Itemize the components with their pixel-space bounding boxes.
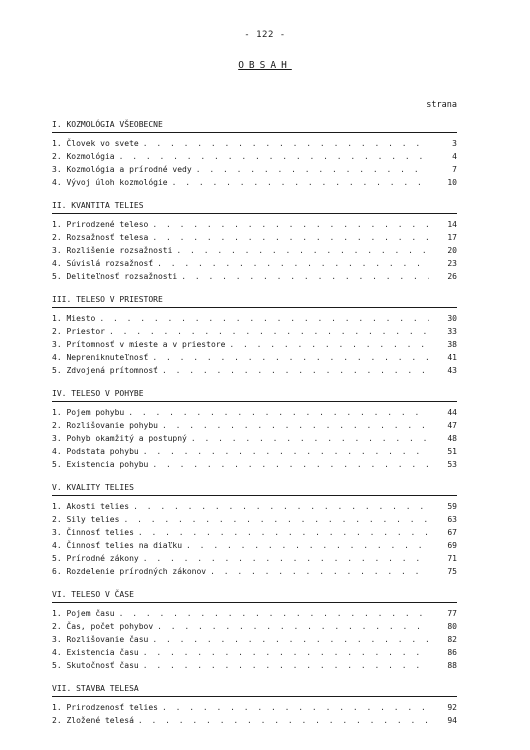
section-title-text: I. KOZMOLÓGIA VŠEOBECNE <box>52 120 163 129</box>
toc-entry <box>52 257 457 270</box>
entry-page-number: 23 <box>447 259 457 268</box>
entry-label: 2. Priestor <box>52 327 105 336</box>
dot-leader <box>143 659 429 672</box>
section-divider <box>52 401 457 402</box>
section-divider <box>52 307 457 308</box>
section-title-text: III. TELESO V PRIESTORE <box>52 295 163 304</box>
entry-label: 5. Existencia pohybu <box>52 460 149 469</box>
entry-page-number: 30 <box>447 314 457 323</box>
toc-section <box>52 292 457 386</box>
dot-leader <box>172 176 429 189</box>
entry-label: 4. Vývoj úloh kozmológie <box>52 178 168 187</box>
section-spacer <box>52 189 457 198</box>
entry-page-number: 82 <box>447 635 457 644</box>
entry-page-number: 86 <box>447 648 457 657</box>
section-spacer <box>52 727 457 736</box>
dot-leader <box>157 257 429 270</box>
section-divider <box>52 132 457 133</box>
entry-label: 3. Rozlišenie rozsažnosti <box>52 246 173 255</box>
entry-page-number: 88 <box>447 661 457 670</box>
entry-page-number: 17 <box>447 233 457 242</box>
entry-page-number: 77 <box>447 609 457 618</box>
entry-label: 4. Podstata pohybu <box>52 447 139 456</box>
dot-leader <box>123 513 429 526</box>
entry-page-number: 7 <box>452 165 457 174</box>
toc-entry <box>52 539 457 552</box>
toc-entry <box>52 714 457 727</box>
entry-page-number: 10 <box>447 178 457 187</box>
section-title-text: V. KVALITY TELIES <box>52 483 134 492</box>
entry-label: 1. Človek vo svete <box>52 139 139 148</box>
toc-section <box>52 117 457 198</box>
toc-entry <box>52 312 457 325</box>
toc-entry <box>52 244 457 257</box>
toc-entry <box>52 231 457 244</box>
dot-leader <box>176 244 429 257</box>
entry-page-number: 71 <box>447 554 457 563</box>
toc-entry <box>52 432 457 445</box>
page-number: - 122 - <box>244 30 286 40</box>
entry-label: 1. Akosti telies <box>52 502 130 511</box>
entry-label: 3. Prítomnosť v mieste a v priestore <box>52 340 226 349</box>
entry-page-number: 26 <box>447 272 457 281</box>
section-title <box>52 386 457 401</box>
toc-entry <box>52 701 457 714</box>
toc-entry <box>52 270 457 283</box>
entry-page-number: 59 <box>447 502 457 511</box>
dot-leader <box>152 633 429 646</box>
dot-leader <box>119 607 429 620</box>
entry-label: 2. Zložené telesá <box>52 716 134 725</box>
entry-label: 5. Zdvojená prítomnosť <box>52 366 158 375</box>
entry-label: 2. Rozlišovanie pohybu <box>52 421 158 430</box>
entry-page-number: 3 <box>452 139 457 148</box>
section-spacer <box>52 471 457 480</box>
section-title <box>52 292 457 307</box>
entry-page-number: 14 <box>447 220 457 229</box>
dot-leader <box>128 406 429 419</box>
table-of-contents <box>52 117 457 736</box>
section-title <box>52 681 457 696</box>
dot-leader <box>210 565 429 578</box>
entry-label: 1. Pojem pohybu <box>52 408 125 417</box>
toc-entry <box>52 445 457 458</box>
toc-section <box>52 198 457 292</box>
page-column-label: strana <box>426 100 457 110</box>
entry-label: 2. Sily telies <box>52 515 120 524</box>
dot-leader <box>152 458 429 471</box>
toc-section <box>52 386 457 480</box>
section-title-text: IV. TELESO V POHYBE <box>52 389 144 398</box>
entry-label: 3. Kozmológia a prírodné vedy <box>52 165 192 174</box>
dot-leader <box>162 364 429 377</box>
section-divider <box>52 495 457 496</box>
dot-leader <box>99 312 429 325</box>
entry-page-number: 92 <box>447 703 457 712</box>
section-spacer <box>52 578 457 587</box>
toc-entry <box>52 526 457 539</box>
dot-leader <box>152 231 429 244</box>
toc-entry <box>52 552 457 565</box>
section-title <box>52 117 457 132</box>
entry-label: 1. Miesto <box>52 314 96 323</box>
entry-label: 2. Rozsažnosť telesa <box>52 233 149 242</box>
entry-label: 5. Skutočnosť času <box>52 661 139 670</box>
toc-entry <box>52 325 457 338</box>
toc-entry <box>52 565 457 578</box>
entry-label: 1. Pojem času <box>52 609 115 618</box>
dot-leader <box>162 701 429 714</box>
toc-entry <box>52 176 457 189</box>
dot-leader <box>143 445 429 458</box>
entry-page-number: 69 <box>447 541 457 550</box>
entry-label: 4. Nepreniknuteľnosť <box>52 353 149 362</box>
toc-entry <box>52 620 457 633</box>
entry-label: 4. Existencia času <box>52 648 139 657</box>
toc-entry <box>52 513 457 526</box>
toc-entry <box>52 218 457 231</box>
toc-entry <box>52 607 457 620</box>
dot-leader <box>119 150 429 163</box>
entry-page-number: 67 <box>447 528 457 537</box>
toc-section <box>52 681 457 736</box>
section-spacer <box>52 672 457 681</box>
entry-label: 3. Rozlišovanie času <box>52 635 149 644</box>
entry-page-number: 33 <box>447 327 457 336</box>
entry-label: 1. Prirodzené teleso <box>52 220 149 229</box>
entry-page-number: 20 <box>447 246 457 255</box>
dot-leader <box>229 338 429 351</box>
entry-page-number: 94 <box>447 716 457 725</box>
toc-section <box>52 480 457 587</box>
section-spacer <box>52 283 457 292</box>
entry-page-number: 80 <box>447 622 457 631</box>
entry-page-number: 44 <box>447 408 457 417</box>
entry-page-number: 48 <box>447 434 457 443</box>
section-title-text: VII. STAVBA TELESA <box>52 684 139 693</box>
page-title <box>0 60 530 71</box>
entry-page-number: 43 <box>447 366 457 375</box>
entry-page-number: 47 <box>447 421 457 430</box>
dot-leader <box>162 419 429 432</box>
entry-label: 3. Pohyb okamžitý a postupný <box>52 434 187 443</box>
section-spacer <box>52 377 457 386</box>
entry-label: 1. Prirodzenosť telies <box>52 703 158 712</box>
dot-leader <box>138 526 429 539</box>
entry-label: 2. Čas, počet pohybov <box>52 622 154 631</box>
entry-page-number: 63 <box>447 515 457 524</box>
toc-entry <box>52 500 457 513</box>
dot-leader <box>143 137 429 150</box>
dot-leader <box>143 646 429 659</box>
dot-leader <box>181 270 429 283</box>
toc-entry <box>52 150 457 163</box>
entry-label: 5. Prírodné zákony <box>52 554 139 563</box>
dot-leader <box>152 218 429 231</box>
section-title <box>52 480 457 495</box>
toc-entry <box>52 163 457 176</box>
toc-section <box>52 587 457 681</box>
entry-page-number: 75 <box>447 567 457 576</box>
dot-leader <box>196 163 429 176</box>
section-divider <box>52 213 457 214</box>
toc-entry <box>52 458 457 471</box>
toc-entry <box>52 633 457 646</box>
toc-entry <box>52 419 457 432</box>
dot-leader <box>152 351 429 364</box>
entry-page-number: 41 <box>447 353 457 362</box>
section-title-text: II. KVANTITA TELIES <box>52 201 144 210</box>
section-divider <box>52 696 457 697</box>
section-divider <box>52 602 457 603</box>
toc-entry <box>52 646 457 659</box>
entry-label: 4. Súvislá rozsažnosť <box>52 259 154 268</box>
dot-leader <box>133 500 429 513</box>
entry-label: 5. Deliteľnosť rozsažnosti <box>52 272 178 281</box>
dot-leader <box>186 539 429 552</box>
toc-entry <box>52 364 457 377</box>
entry-page-number: 51 <box>447 447 457 456</box>
entry-label: 6. Rozdelenie prírodných zákonov <box>52 567 207 576</box>
entry-label: 2. Kozmológia <box>52 152 115 161</box>
dot-leader <box>143 552 429 565</box>
toc-entry <box>52 406 457 419</box>
section-title-text: VI. TELESO V ČASE <box>52 590 134 599</box>
section-title <box>52 198 457 213</box>
section-title <box>52 587 457 602</box>
title-text: OBSAH <box>238 60 292 71</box>
entry-page-number: 38 <box>447 340 457 349</box>
toc-entry <box>52 338 457 351</box>
entry-page-number: 4 <box>452 152 457 161</box>
dot-leader <box>157 620 429 633</box>
entry-label: 4. Činnosť telies na diaľku <box>52 541 183 550</box>
toc-entry <box>52 659 457 672</box>
dot-leader <box>109 325 429 338</box>
entry-page-number: 53 <box>447 460 457 469</box>
entry-label: 3. Činnosť telies <box>52 528 134 537</box>
toc-entry <box>52 351 457 364</box>
toc-entry <box>52 137 457 150</box>
dot-leader <box>191 432 429 445</box>
dot-leader <box>138 714 429 727</box>
